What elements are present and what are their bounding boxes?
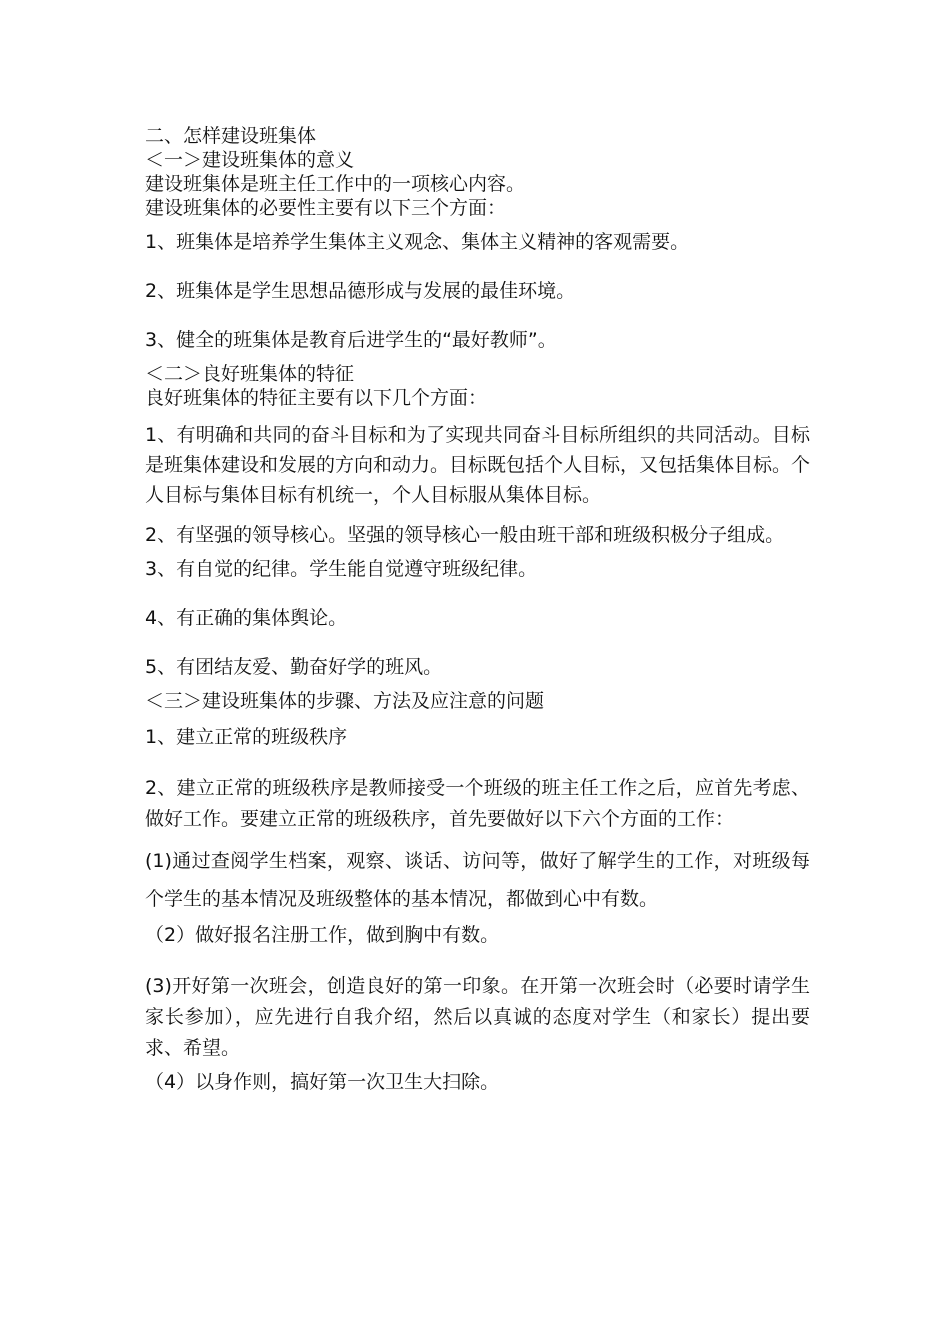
section2-item-1: 1、有明确和共同的奋斗目标和为了实现共同奋斗目标所组织的共同活动。目标是班集体建设和发展的方向和动力。目标既包括个人目标，又包括集体目标。个人目标与集体目标有机统一，个人目标服从集体目标。 bbox=[145, 424, 811, 506]
section2-heading: ＜二＞良好班集体的特征 bbox=[145, 363, 355, 385]
section1-item-1: 1、班集体是培养学生集体主义观念、集体主义精神的客观需要。 bbox=[145, 231, 690, 253]
section3-item-1: 1、建立正常的班级秩序 bbox=[145, 726, 348, 748]
section2-item-4: 4、有正确的集体舆论。 bbox=[145, 607, 348, 629]
section2-intro: 良好班集体的特征主要有以下几个方面： bbox=[145, 387, 488, 409]
section3-item-2: 2、建立正常的班级秩序是教师接受一个班级的班主任工作之后，应首先考虑、做好工作。要建立正常的班级秩序，首先要做好以下六个方面的工作： bbox=[145, 777, 810, 830]
section2-item-2: 2、有坚强的领导核心。坚强的领导核心一般由班干部和班级积极分子组成。 bbox=[145, 524, 785, 546]
section2-item-3: 3、有自觉的纪律。学生能自觉遵守班级纪律。 bbox=[145, 558, 538, 580]
section2-item-5: 5、有团结友爱、勤奋好学的班风。 bbox=[145, 656, 443, 678]
section3-sub-2: （2）做好报名注册工作，做到胸中有数。 bbox=[145, 924, 500, 946]
section3-sub-3: (3)开好第一次班会，创造良好的第一印象。在开第一次班会时（必要时请学生家长参加），应先进行自我介绍，然后以真诚的态度对学生（和家长）提出要求、希望。 bbox=[145, 975, 810, 1059]
section1-item-2: 2、班集体是学生思想品德形成与发展的最佳环境。 bbox=[145, 280, 576, 302]
section3-heading: ＜三＞建设班集体的步骤、方法及应注意的问题 bbox=[145, 690, 545, 712]
section1-intro-2: 建设班集体的必要性主要有以下三个方面： bbox=[145, 197, 507, 219]
section1-intro-1: 建设班集体是班主任工作中的一项核心内容。 bbox=[145, 173, 526, 195]
section3-sub-4: （4）以身作则，搞好第一次卫生大扫除。 bbox=[145, 1071, 500, 1093]
main-heading: 二、怎样建设班集体 bbox=[145, 125, 317, 147]
section1-item-3: 3、健全的班集体是教育后进学生的“最好教师”。 bbox=[145, 329, 557, 351]
section3-sub-1: (1)通过查阅学生档案，观察、谈话、访问等，做好了解学生的工作，对班级每个学生的基本情况及班级整体的基本情况，都做到心中有数。 bbox=[145, 850, 810, 910]
section1-heading: ＜一＞建设班集体的意义 bbox=[145, 149, 355, 171]
document-body bbox=[145, 124, 810, 1094]
